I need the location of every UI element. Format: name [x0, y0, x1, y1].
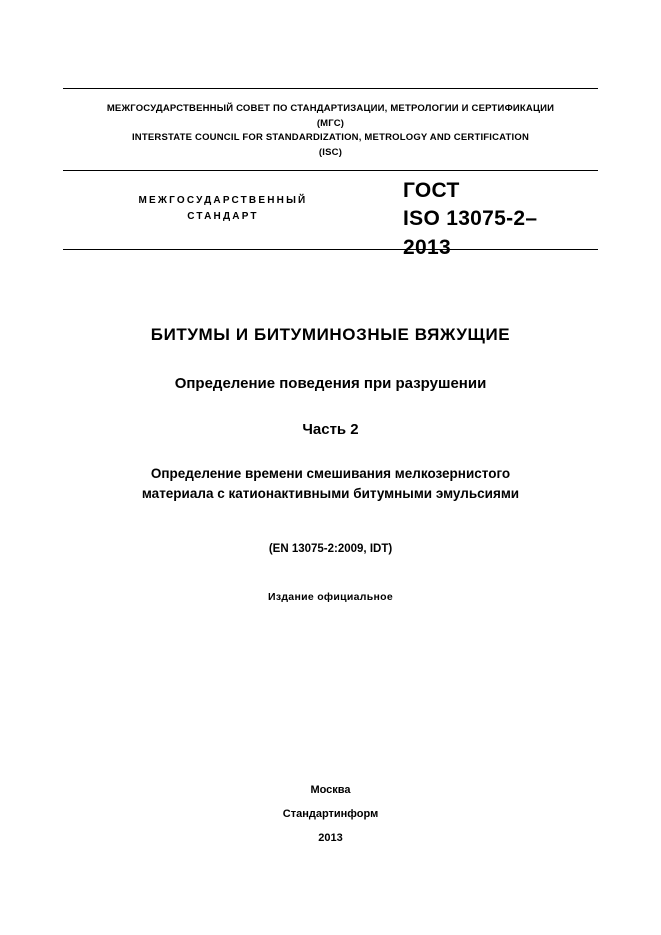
gost-number-line1: ISO 13075-2– — [403, 207, 538, 231]
title-block — [63, 325, 598, 603]
council-title-en: INTERSTATE COUNCIL FOR STANDARDIZATION, METROLOGY AND CERTIFICATION — [131, 132, 530, 144]
gost-number-line2: 2013 — [403, 235, 451, 259]
imprint-year: 2013 — [318, 832, 343, 845]
official-edition-note: Издание официальное — [267, 590, 394, 603]
standard-designation — [403, 177, 613, 262]
document-subtitle: Определение поведения при разрушении — [174, 375, 487, 392]
document-description-line1: Определение времени смешивания мелкозернистого — [150, 466, 511, 481]
imprint-block — [63, 778, 598, 851]
document-description — [63, 464, 598, 505]
council-abbr-en: (ISC) — [318, 147, 343, 159]
standard-type — [63, 193, 383, 226]
imprint-city: Москва — [310, 784, 351, 796]
council-title-ru: МЕЖГОСУДАРСТВЕННЫЙ СОВЕТ ПО СТАНДАРТИЗАЦИИ, МЕТРОЛОГИИ И СЕРТИФИКАЦИИ — [106, 103, 555, 114]
document-part: Часть 2 — [302, 421, 359, 438]
document-description-line2: материала с катионактивными битумными эмульсиями — [141, 486, 520, 502]
standard-type-line1: МЕЖГОСУДАРСТВЕННЫЙ — [138, 194, 308, 206]
header-block — [63, 88, 598, 259]
council-abbr-ru: (МГС) — [316, 117, 345, 129]
equivalence-note: (EN 13075-2:2009, IDT) — [268, 542, 393, 555]
standard-band — [63, 171, 598, 259]
standard-type-line2: СТАНДАРТ — [187, 211, 259, 223]
gost-label: ГОСТ — [403, 178, 460, 202]
council-heading — [63, 89, 598, 170]
imprint-publisher: Стандартинформ — [282, 808, 379, 821]
document-title: БИТУМЫ И БИТУМИНОЗНЫЕ ВЯЖУЩИЕ — [150, 325, 511, 344]
